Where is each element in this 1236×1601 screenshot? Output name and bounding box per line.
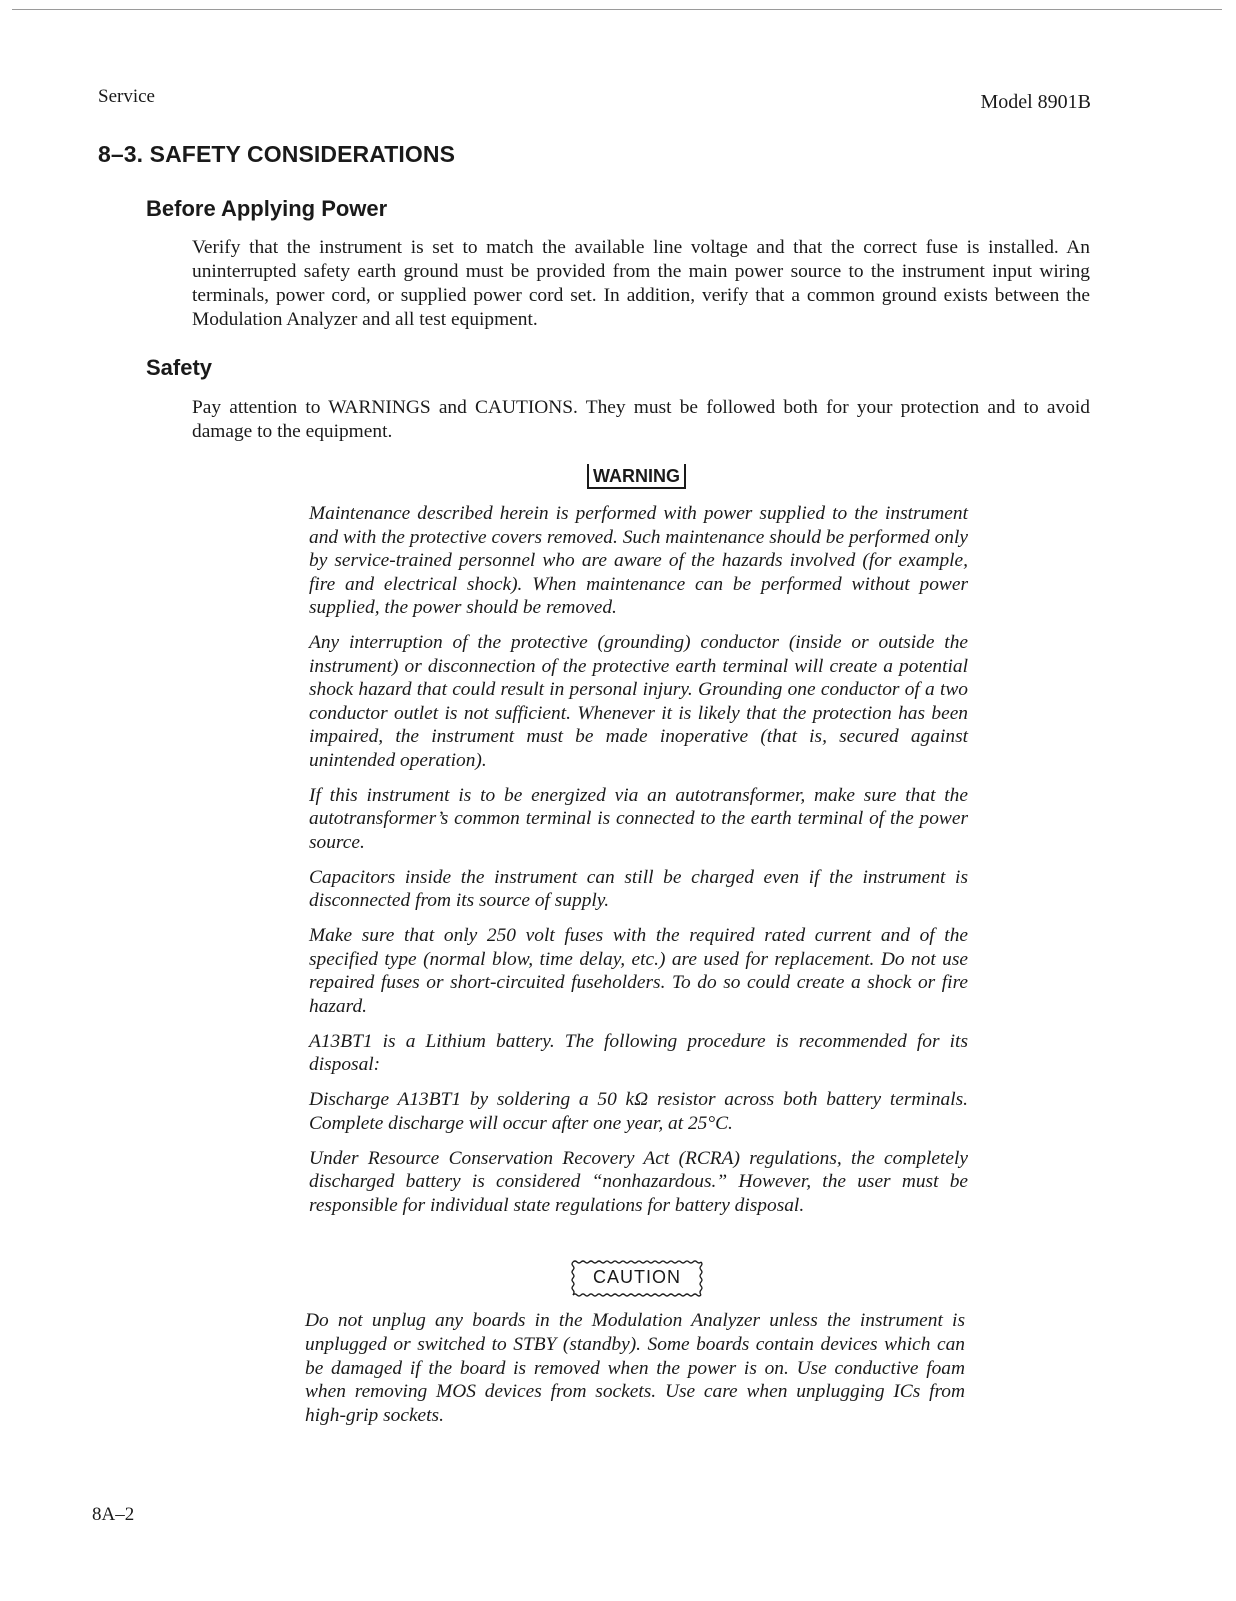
running-header-left: Service — [98, 86, 155, 107]
warning-paragraph: Discharge A13BT1 by soldering a 50 kΩ resistor across both battery terminals. Complete discharge will occur after one year, at 25°C. — [309, 1089, 968, 1134]
warning-paragraph: Under Resource Conservation Recovery Act (RCRA) regulations, the completely discharged battery is considered “nonhazardous.” However, the user must be responsible for individual state regulations for battery disposal. — [309, 1147, 968, 1216]
page-number: 8A–2 — [92, 1504, 135, 1525]
section-title: 8–3. SAFETY CONSIDERATIONS — [98, 141, 456, 167]
caution-box — [569, 1259, 697, 1297]
warning-block — [309, 502, 968, 1229]
safety-text: Pay attention to WARNINGS and CAUTIONS. They must be followed both for your protection and to avoid damage to the equipment. — [192, 397, 1090, 442]
warning-paragraph: Make sure that only 250 volt fuses with the required rated current and of the specified type (normal blow, time delay, etc.) are used for replacement. Do not use repaired fuses or short-circuited fuseholders. To do so could create a shock or fire hazard. — [309, 925, 968, 1017]
caution-label: CAUTION — [593, 1267, 681, 1287]
warning-paragraph: Any interruption of the protective (grounding) conductor (inside or outside the instrument) or disconnection of the protective earth terminal will create a potential shock hazard that could result in personal injury. Grounding one conductor of a two conductor outlet is not sufficient. Whenever it is likely that the protection has been impaired, the instrument must be made inoperative (that is, secured against unintended operation). — [309, 632, 968, 771]
safety-heading: Safety — [146, 355, 213, 380]
warning-paragraph: Maintenance described herein is performed with power supplied to the instrument and with the protective covers removed. Such maintenance should be performed only by service-trained personnel who are aware of the hazards involved (for example, fire and electrical shock). When maintenance can be performed without power supplied, the power should be removed. — [309, 503, 968, 618]
warning-paragraph: If this instrument is to be energized via an autotransformer, make sure that the autotransformer’s common terminal is connected to the earth terminal of the power source. — [309, 784, 968, 853]
top-rule — [12, 9, 1222, 10]
warning-paragraph: A13BT1 is a Lithium battery. The following procedure is recommended for its disposal: — [309, 1030, 968, 1075]
running-header-right: Model 8901B — [980, 91, 1091, 113]
warning-paragraph: Capacitors inside the instrument can still be charged even if the instrument is disconnected from its source of supply. — [309, 866, 968, 911]
before-applying-power-heading: Before Applying Power — [146, 196, 388, 221]
caution-text: Do not unplug any boards in the Modulation Analyzer unless the instrument is unplugged or switched to STBY (standby). Some boards contain devices which can be damaged if the board is removed when the power is on. Use conductive foam when removing MOS devices from sockets. Use care when unplugging ICs from high-grip sockets. — [305, 1310, 965, 1427]
warning-label: WARNING — [587, 464, 686, 489]
before-applying-power-text: Verify that the instrument is set to match the available line voltage and that the correct fuse is installed. An uninterrupted safety earth ground must be provided from the main power source to the instrument input wiring terminals, power cord, or supplied power cord set. In addition, verify that a common ground exists between the Modulation Analyzer and all test equipment. — [192, 237, 1090, 330]
